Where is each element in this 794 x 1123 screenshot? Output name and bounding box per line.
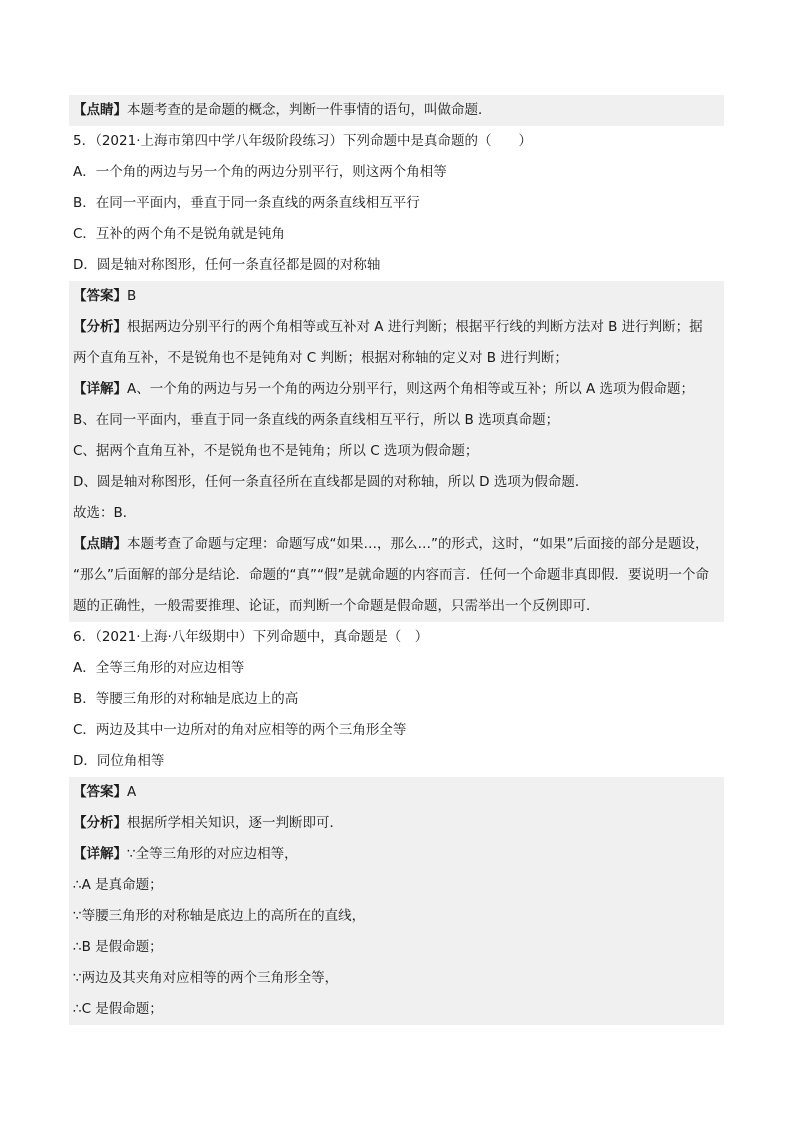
line-text: 6．（2021·上海·八年级期中）下列命题中，真命题是（ ） [73,629,429,645]
line-text: C．互补的两个角不是锐角就是钝角 [73,226,285,242]
section-tag: 【答案】 [73,784,127,800]
line-text: B．等腰三角形的对称轴是底边上的高 [73,691,299,707]
line-text: A、一个角的两边与另一个角的两边分别平行，则这两个角相等或互补；所以 A 选项为假命题； [127,381,695,397]
line-text: ∵两边及其夹角对应相等的两个三角形全等， [73,970,339,986]
line-text: B、在同一平面内，垂直于同一条直线的两条直线相互平行，所以 B 选项真命题； [73,412,560,428]
text-line [69,126,724,157]
section-tag: 【答案】 [73,288,127,304]
text-line [69,405,724,436]
line-text: D．圆是轴对称图形，任何一条直径都是圆的对称轴 [73,257,381,273]
text-line [69,901,724,932]
text-line [69,312,724,343]
text-line [69,343,724,374]
text-line [69,839,724,870]
text-line [69,188,724,219]
line-text: 题的正确性，一般需要推理、论证，而判断一个命题是假命题，只需举出一个反例即可． [73,598,600,614]
text-line [69,684,724,715]
section-tag: 【点睛】 [73,536,127,552]
line-text: C、据两个直角互补，不是锐角也不是钝角；所以 C 选项为假命题； [73,443,479,459]
text-line [69,467,724,498]
text-line [69,963,724,994]
line-text: ∵等腰三角形的对称轴是底边上的高所在的直线， [73,908,366,924]
text-line [69,529,724,560]
text-line [69,250,724,281]
text-line [69,281,724,312]
text-line [69,622,724,653]
text-line [69,932,724,963]
line-text: B [127,288,137,304]
section-tag: 【详解】 [73,846,127,862]
section-tag: 【详解】 [73,381,127,397]
line-text: D、圆是轴对称图形，任何一条直径所在直线都是圆的对称轴，所以 D 选项为假命题． [73,474,589,490]
text-line [69,157,724,188]
line-text: 根据所学相关知识，逐一判断即可． [127,815,343,831]
line-text: C．两边及其中一边所对的角对应相等的两个三角形全等 [73,722,407,738]
line-text: 5．（2021·上海市第四中学八年级阶段练习）下列命题中是真命题的（ ） [73,133,532,149]
line-text: ∴C 是假命题； [73,1001,163,1017]
text-line [69,560,724,591]
text-line [69,95,724,126]
line-text: A [127,784,137,800]
line-text: A．全等三角形的对应边相等 [73,660,245,676]
section-tag: 【点睛】 [73,102,127,118]
line-text: ∵全等三角形的对应边相等， [127,846,298,862]
section-tag: 【分析】 [73,815,127,831]
line-text: 根据两边分别平行的两个角相等或互补对 A 进行判断；根据平行线的判断方法对 B 进行判断；据 [127,319,703,335]
text-line [69,715,724,746]
line-text: B．在同一平面内，垂直于同一条直线的两条直线相互平行 [73,195,420,211]
text-line [69,870,724,901]
text-line [69,746,724,777]
line-text: 故选：B． [73,505,137,521]
line-text: D．同位角相等 [73,753,165,769]
line-text: 两个直角互补，不是锐角也不是钝角对 C 判断；根据对称轴的定义对 B 进行判断； [73,350,568,366]
text-line [69,808,724,839]
text-line [69,219,724,250]
line-text: ∴B 是假命题； [73,939,163,955]
line-text: “那么”后面解的部分是结论．命题的“真”“假”是就命题的内容而言．任何一个命题非真即假．要说明一个命 [73,567,709,583]
text-line [69,436,724,467]
text-line [69,498,724,529]
line-text: ∴A 是真命题； [73,877,163,893]
text-line [69,374,724,405]
text-line [69,777,724,808]
section-tag: 【分析】 [73,319,127,335]
text-line [69,591,724,622]
line-text: A．一个角的两边与另一个角的两边分别平行，则这两个角相等 [73,164,447,180]
line-text: 本题考查了命题与定理：命题写成“如果…，那么…”的形式，这时，“如果”后面接的部分是题设， [127,536,709,552]
line-text: 本题考查的是命题的概念，判断一件事情的语句，叫做命题． [127,102,492,118]
text-line [69,653,724,684]
text-line [69,994,724,1025]
